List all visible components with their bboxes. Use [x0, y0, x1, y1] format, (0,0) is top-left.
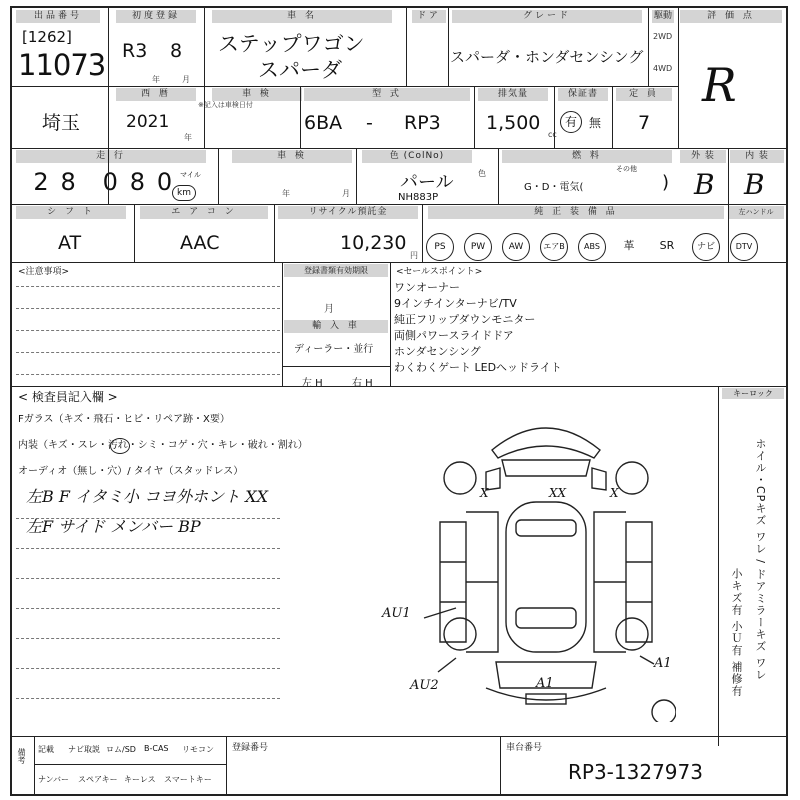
model-name-line1: ステップワゴン: [218, 32, 365, 56]
diagram-mark-x-right: X: [610, 486, 619, 500]
vi-note: ※記入は車検日付: [198, 101, 253, 109]
label-displacement: 排気量: [478, 88, 548, 101]
label-capacity: 定 員: [616, 88, 672, 101]
label-remote: 左ハンドル: [728, 206, 784, 219]
left-handle: 左 H: [302, 378, 323, 389]
exterior-grade: B: [694, 168, 715, 201]
bottom-item: スペアキー: [78, 775, 118, 784]
drive-4wd: 4WD: [653, 64, 673, 73]
recycle-yen: 円: [410, 251, 418, 260]
diagram-mark-a1-right: A1: [654, 656, 672, 671]
year-unit: 年: [152, 75, 160, 84]
bottom-item: B-CAS: [144, 744, 169, 753]
handwritten-note-1: 左B F イタミ小 コヨ外ホント XX: [26, 487, 268, 506]
sales-point: 両側パワースライドドア: [394, 329, 514, 342]
equip-sr: SR: [659, 239, 675, 252]
type-prefix: 6BA: [304, 112, 343, 134]
label-western-year: 西 暦: [116, 88, 196, 101]
label-sales-points: <セールスポイント>: [396, 267, 483, 277]
type-code: RP3: [404, 112, 441, 134]
label-interior: 内 装: [730, 150, 784, 163]
type-dash: -: [366, 112, 373, 134]
bottom-item: スマートキー: [164, 775, 212, 784]
mileage-unit-km: km: [172, 180, 196, 201]
mileage-digit: 2: [33, 168, 49, 196]
score-value: R: [702, 58, 737, 112]
label-doors: ドア: [412, 10, 446, 23]
inspector-row-audio: オーディオ（無し・穴）/ タイヤ（スタッドレス）: [18, 466, 244, 477]
label-auction-no: 出品番号: [16, 10, 100, 23]
fuel-other: その他: [616, 165, 637, 173]
label-reg-no: 登録番号: [232, 743, 269, 753]
month-unit: 月: [182, 75, 190, 84]
label-fuel: 燃 料: [502, 150, 672, 163]
color-label-side: 色: [478, 169, 486, 178]
warranty-yes: 有: [560, 111, 582, 133]
grade-value: スパーダ・ホンダセンシング: [450, 48, 644, 66]
equip-leather: 革: [623, 239, 635, 252]
label-grade: グレード: [452, 10, 642, 23]
dealer-parallel: ディーラー・並行: [294, 344, 374, 355]
label-vehicle-inspection: 車 検: [212, 88, 302, 101]
label-exterior: 外 装: [680, 150, 726, 163]
lot-number: 11073: [18, 48, 106, 82]
diagram-mark-au2: AU2: [410, 678, 439, 693]
label-first-reg: 初度登録: [116, 10, 196, 23]
mileage-digits: [30, 168, 175, 196]
label-color: 色 (ColNo): [362, 150, 472, 163]
vi-month-unit: 月: [342, 189, 350, 198]
equip-ps: PS: [426, 233, 454, 261]
mileage-unit-mile: マイル: [180, 171, 201, 179]
sales-point: わくわくゲート LEDヘッドライト: [394, 361, 562, 374]
equip-navi: ナビ: [692, 233, 720, 261]
auction-sheet: 出品番号 初度登録 車 名 ドア グレード 駆動 評 価 点 [1262] 11073 R3 8 年 月 ステップワゴン スパーダ スパーダ・ホンダセンシング 2WD 4WD R 西 暦 車 検 型 式 排気量 保証書 定 員 埼玉 2021 年 ※記入は車検日付 6BA - RP3 1,500 cc 有 無 7 走 行 車 検 色 (ColNo) 燃 料 外 装 内 装 2 8 0 8 0 マイル km 年 月 パール NH883P 色 G・D・電気( その他 ) B B シ フ ト エ ア コ ン リサイクル預託金 純 正 装 備 品 左ハンドル AT AAC 10,230 円 PS PW AW エアB ABS 革 SR ナビ DTV <注意事項> 登録書類有効期限 月 輸 入 車 ディーラー・並行 左 H 右 H <セールスポイント> ワンオーナー 9インチインターナビ/TV 純正フリップダウンモニター 両側パワースライドドア ホンダセンシング わくわくゲート LEDヘッドライト < 検査員記入欄 > キーロック Fガラス（キズ・飛石・ヒビ・リペア跡・X要） 内装（キズ・スレ・汚れ・シミ・コゲ・穴・キレ・破れ・割れ） オーディオ（無し・穴）/ タイヤ（スタッドレス） 左B F イタミ小 コヨ外ホント XX 左F サイド メンバー BP XX X X AU1 AU2 A1 A1 ホイル・CPキズ ワレ / ドアミラーキズ ワレ 小キズ有 小Ｕ有 補修有 備考 記載 ナビ取説 ロム/SD B-CAS リモコン ナンバー スペアキー キーレス スマートキー 登録番号 車台番号 RP3-1327973: [10, 6, 788, 796]
shift-value: AT: [58, 232, 82, 254]
right-handle: 右 H: [352, 378, 373, 389]
bottom-item: ナンバー: [38, 775, 70, 784]
cc-unit: cc: [548, 130, 557, 139]
bottom-item: ナビ取説: [68, 745, 100, 754]
label-vehicle-inspection-2: 車 検: [232, 150, 352, 163]
diagram-mark-x-left: X: [480, 486, 489, 500]
diagram-mark-au1: AU1: [382, 606, 411, 621]
recycle-value: 10,230: [340, 232, 407, 254]
label-standard-equip: 純 正 装 備 品: [428, 206, 724, 219]
label-notes: <注意事項>: [18, 267, 70, 277]
sales-point: ワンオーナー: [394, 281, 460, 294]
label-type: 型 式: [304, 88, 470, 101]
sales-point: 純正フリップダウンモニター: [394, 313, 536, 326]
bottom-item: リモコン: [182, 745, 214, 754]
inspector-row-glass: Fガラス（キズ・飛石・ヒビ・リペア跡・X要）: [18, 414, 230, 425]
sales-point: ホンダセンシング: [394, 345, 481, 358]
inspector-row-interior: 内装（キズ・スレ・汚れ・シミ・コゲ・穴・キレ・破れ・割れ）: [18, 440, 308, 451]
label-import-car: 輸 入 車: [284, 320, 388, 333]
label-inspector: < 検査員記入欄 >: [18, 390, 118, 404]
mileage-digit: 0: [156, 168, 173, 196]
displacement-value: 1,500: [486, 112, 541, 134]
fuel-options: G・D・電気(: [524, 182, 584, 193]
label-recycle: リサイクル預託金: [278, 206, 418, 219]
sales-point: 9インチインターナビ/TV: [394, 297, 517, 310]
label-chassis: 車台番号: [506, 743, 543, 753]
remarks-side-label: 備考: [17, 748, 26, 764]
mileage-digit: 8: [129, 168, 146, 196]
label-shift: シ フ ト: [16, 206, 126, 219]
diagram-mark-a1-rear: A1: [536, 676, 554, 691]
equip-aw: AW: [502, 233, 530, 261]
interior-grade: B: [744, 168, 765, 201]
year-unit-2: 年: [184, 133, 192, 142]
bottom-item: キーレス: [124, 775, 156, 784]
color-name: パール: [400, 172, 454, 193]
color-code: NH883P: [398, 192, 439, 203]
stain-circle-mark: [110, 438, 130, 454]
equip-pw: PW: [464, 233, 492, 261]
equip-abs: ABS: [578, 233, 606, 261]
bottom-item: 記載: [38, 745, 54, 754]
aircon-value: AAC: [180, 232, 220, 254]
vi-year-unit: 年: [282, 189, 290, 198]
equip-airbag: エアB: [540, 233, 568, 261]
reg-date-month-unit: 月: [324, 304, 334, 315]
bottom-item: ロム/SD: [106, 745, 136, 754]
model-name-line2: スパーダ: [258, 58, 342, 82]
sales-points-list: [394, 280, 562, 376]
side-note-2: 小キズ有 小Ｕ有 補修有: [730, 568, 743, 697]
diagram-mark-xx: XX: [549, 486, 567, 500]
handwritten-note-2: 左F サイド メンバー BP: [26, 517, 201, 536]
mileage-digit: 0: [102, 168, 118, 196]
equip-dtv: DTV: [730, 233, 758, 261]
warranty-no: 無: [589, 116, 602, 130]
label-rating: 評 価 点: [680, 10, 782, 23]
label-drive: 駆動: [653, 11, 672, 21]
label-reg-date: 登録書類有効期限: [284, 264, 388, 277]
label-warranty: 保証書: [558, 88, 608, 101]
label-model-name: 車 名: [212, 10, 392, 23]
reg-era: R3: [122, 40, 148, 62]
year-value: 2021: [126, 112, 170, 132]
label-mileage: 走 行: [16, 150, 206, 163]
chassis-number: RP3-1327973: [568, 760, 703, 784]
reg-month: 8: [170, 40, 183, 62]
drive-2wd: 2WD: [653, 32, 673, 41]
capacity-value: 7: [638, 112, 651, 134]
label-key-log: キーロック: [722, 388, 784, 399]
region-value: 埼玉: [42, 112, 81, 134]
side-note-1: ホイル・CPキズ ワレ / ドアミラーキズ ワレ: [754, 438, 767, 682]
lot-bracket: [1262]: [22, 28, 72, 46]
label-aircon: エ ア コ ン: [140, 206, 268, 219]
mileage-digit: 8: [60, 168, 76, 196]
